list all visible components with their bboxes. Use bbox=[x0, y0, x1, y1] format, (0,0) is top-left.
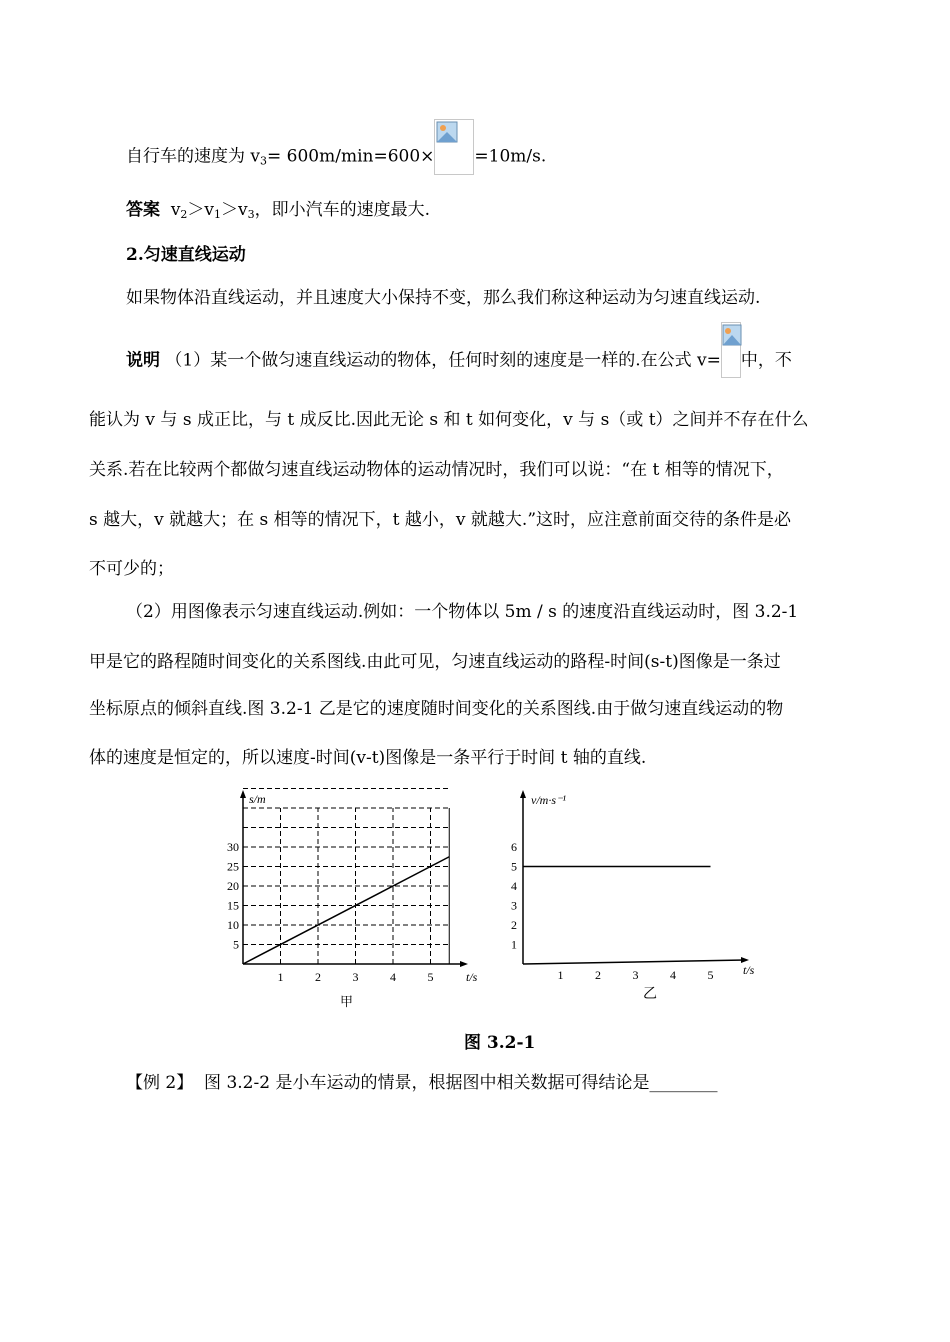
st-ytick: 10 bbox=[227, 918, 239, 932]
note-line-1: 说明 （1）某一个做匀速直线运动的物体，任何时刻的速度是一样的.在公式 v= 中，不 bbox=[126, 344, 792, 378]
example-line: 【例 2】 图 3.2-2 是小车运动的情景，根据图中相关数据可得结论是________ bbox=[126, 1073, 718, 1093]
note-line-2: 能认为 v 与 s 成正比，与 t 成反比.因此无论 s 和 t 如何变化，v 与 s（或 t）之间并不存在什么 bbox=[89, 410, 809, 430]
vt-ytick: 2 bbox=[511, 918, 517, 932]
vt-xtick: 4 bbox=[670, 968, 676, 982]
chart-st bbox=[215, 788, 490, 1013]
chart-vt bbox=[495, 788, 770, 1013]
st-ylabel: s/m bbox=[249, 792, 266, 806]
st-series-line bbox=[243, 857, 449, 964]
st-xtick: 3 bbox=[352, 970, 359, 984]
chart-label-jia: 甲 bbox=[340, 995, 354, 1010]
st-ytick: 30 bbox=[227, 840, 239, 854]
section-heading: 2.匀速直线运动 bbox=[126, 245, 246, 265]
formula-image-icon bbox=[721, 322, 741, 378]
note-line-5: 不可少的； bbox=[89, 559, 174, 579]
definition-paragraph: 如果物体沿直线运动，并且速度大小保持不变，那么我们称这种运动为匀速直线运动. bbox=[126, 288, 761, 308]
vt-xtick: 5 bbox=[707, 968, 714, 982]
st-xtick: 2 bbox=[315, 970, 321, 984]
st-ytick: 20 bbox=[227, 879, 239, 893]
vt-xtick: 2 bbox=[595, 968, 601, 982]
fraction-image-icon bbox=[434, 119, 474, 175]
vt-xtick: 1 bbox=[557, 968, 564, 982]
st-ytick: 5 bbox=[233, 937, 239, 952]
note2-line-4: 体的速度是恒定的，所以速度-时间(v-t)图像是一条平行于时间 t 轴的直线. bbox=[89, 748, 647, 768]
st-ytick: 15 bbox=[227, 898, 239, 913]
bike-speed-line: 自行车的速度为 $v_3= 600m/\min=600\times$ =10m/s. bbox=[126, 139, 546, 175]
st-xtick: 4 bbox=[390, 970, 396, 984]
vt-ytick: 6 bbox=[511, 840, 517, 854]
note-line-4: s 越大，v 就越大；在 s 相等的情况下，t 越小，v 就越大.”这时，应注意前面交待的条件是必 bbox=[89, 510, 792, 530]
st-xtick: 1 bbox=[277, 970, 284, 984]
vt-ytick: 4 bbox=[511, 879, 517, 893]
vt-xtick: 3 bbox=[632, 968, 639, 982]
st-ytick: 25 bbox=[227, 859, 239, 874]
st-xlabel: t/s bbox=[466, 970, 478, 984]
vt-xlabel: t/s bbox=[743, 963, 755, 977]
vt-ytick: 3 bbox=[511, 898, 517, 913]
vt-ytick: 5 bbox=[511, 859, 517, 874]
chart-label-yi: 乙 bbox=[643, 986, 657, 1002]
vt-ytick: 1 bbox=[511, 937, 517, 952]
note2-line-1: （2）用图像表示匀速直线运动.例如：一个物体以 5m / s 的速度沿直线运动时，图 3.2-1 bbox=[126, 602, 799, 622]
note2-line-3: 坐标原点的倾斜直线.图 3.2-1 乙是它的速度随时间变化的关系图线.由于做匀速直线运动的物 bbox=[89, 699, 784, 719]
answer-line: 答案 $v_2>v_1>v_3$，即小汽车的速度最大. bbox=[126, 200, 431, 221]
figure-caption: 图 3.2-1 bbox=[464, 1033, 536, 1053]
note2-line-2: 甲是它的路程随时间变化的关系图线.由此可见，匀速直线运动的路程-时间(s-t)图像是一条过 bbox=[89, 652, 781, 672]
note-line-3: 关系.若在比较两个都做匀速直线运动物体的运动情况时，我们可以说：“在 t 相等的情况下， bbox=[89, 460, 784, 480]
vt-ylabel: v/m·s⁻¹ bbox=[531, 793, 566, 807]
st-xtick: 5 bbox=[427, 970, 434, 984]
